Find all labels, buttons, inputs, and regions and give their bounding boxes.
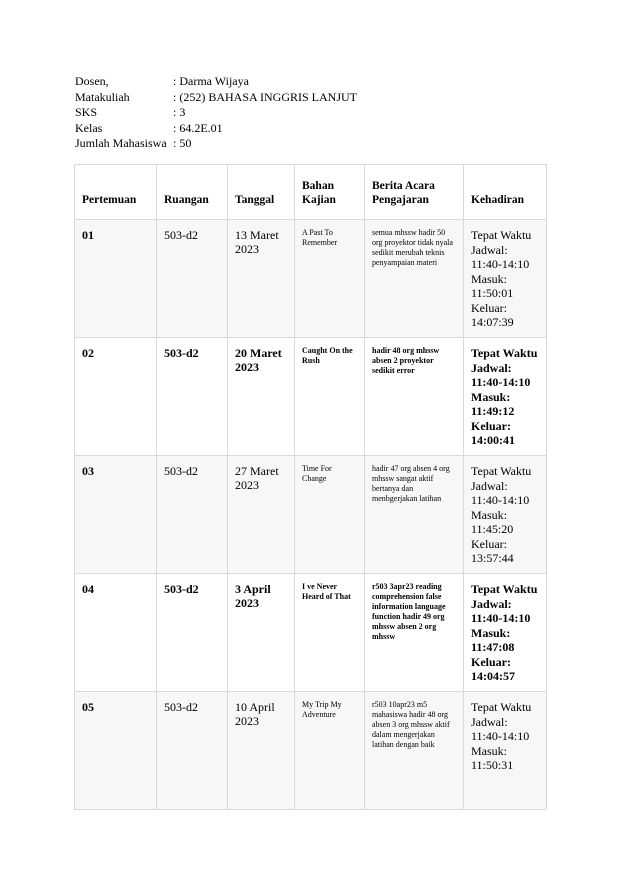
cell-kehadiran <box>464 692 547 810</box>
schedule-label: Jadwal: <box>471 596 512 611</box>
cell-bahan-kajian: Time For Change <box>295 456 365 574</box>
cell-tanggal: 10 April 2023 <box>228 692 295 810</box>
info-value: : (252) BAHASA INGGRIS LANJUT <box>173 89 358 104</box>
cell-pertemuan: 01 <box>75 220 157 338</box>
header-tanggal: Tanggal <box>228 165 295 220</box>
table-row <box>75 692 547 810</box>
checkin-label: Masuk: <box>471 507 507 522</box>
checkin-time: 11:45:20 <box>471 522 514 536</box>
checkin-time: 11:47:08 <box>471 640 515 654</box>
cell-ruangan: 503-d2 <box>157 692 228 810</box>
table-row <box>75 574 547 692</box>
info-label: Dosen, <box>75 74 109 88</box>
course-info <box>75 74 357 152</box>
header-ruangan: Ruangan <box>157 165 228 220</box>
info-label: Jumlah Mahasiswa <box>75 136 167 150</box>
attendance-status: Tepat Waktu <box>471 228 532 242</box>
cell-tanggal: 3 April 2023 <box>228 574 295 692</box>
attendance-status: Tepat Waktu <box>471 464 532 478</box>
checkin-time: 11:50:01 <box>471 286 514 300</box>
info-value: : 3 <box>173 105 186 119</box>
cell-berita-acara: hadir 48 org mhssw absen 2 proyektor sedikit error <box>365 338 464 456</box>
checkin-label: Masuk: <box>471 625 511 640</box>
header-bahan-kajian: Bahan Kajian <box>295 165 365 220</box>
info-value: : Darma Wijaya <box>173 74 249 88</box>
header-pertemuan: Pertemuan <box>75 165 157 220</box>
attendance-status: Tepat Waktu <box>471 582 538 596</box>
checkout-label: Keluar: <box>471 418 511 433</box>
schedule-time: 11:40-14:10 <box>471 729 530 743</box>
checkout-label: Keluar: <box>471 536 507 551</box>
attendance-status: Tepat Waktu <box>471 346 538 360</box>
attendance-status: Tepat Waktu <box>471 700 532 714</box>
cell-ruangan: 503-d2 <box>157 338 228 456</box>
table-row <box>75 456 547 574</box>
cell-bahan-kajian: My Trip My Adventure <box>295 692 365 810</box>
info-row-kelas <box>75 121 357 137</box>
checkout-label: Keluar: <box>471 654 511 669</box>
cell-tanggal: 20 Maret 2023 <box>228 338 295 456</box>
table-row <box>75 220 547 338</box>
cell-kehadiran <box>464 338 547 456</box>
checkout-label: Keluar: <box>471 300 507 315</box>
schedule-time: 11:40-14:10 <box>471 375 531 389</box>
checkout-time: 13:57:44 <box>471 551 514 565</box>
cell-tanggal: 27 Maret 2023 <box>228 456 295 574</box>
cell-bahan-kajian: Caught On the Rush <box>295 338 365 456</box>
checkin-time: 11:50:31 <box>471 758 514 772</box>
cell-berita-acara: semua mhssw hadir 50 org proyektor tidak nyala sedikit merubah teknis penyampaian materi <box>365 220 464 338</box>
schedule-time: 11:40-14:10 <box>471 493 530 507</box>
cell-bahan-kajian: I ve Never Heard of That <box>295 574 365 692</box>
checkin-label: Masuk: <box>471 271 507 286</box>
cell-kehadiran <box>464 574 547 692</box>
cell-bahan-kajian: A Past To Remember <box>295 220 365 338</box>
cell-pertemuan: 03 <box>75 456 157 574</box>
cell-berita-acara: hadir 47 org absen 4 org mhssw sangat aktif bertanya dan menbgerjakan latihan <box>365 456 464 574</box>
checkout-time: 14:00:41 <box>471 433 515 447</box>
cell-pertemuan: 04 <box>75 574 157 692</box>
checkin-label: Masuk: <box>471 743 507 758</box>
cell-tanggal: 13 Maret 2023 <box>228 220 295 338</box>
schedule-label: Jadwal: <box>471 242 508 257</box>
checkin-label: Masuk: <box>471 389 511 404</box>
info-label: SKS <box>75 105 98 119</box>
cell-kehadiran <box>464 456 547 574</box>
cell-pertemuan: 05 <box>75 692 157 810</box>
cell-berita-acara: r503 10apr23 m5 mahasiswa hadir 48 org absen 3 org mhssw aktif dalam mengerjakan latihan dengan baik <box>365 692 464 810</box>
table-row <box>75 338 547 456</box>
cell-pertemuan: 02 <box>75 338 157 456</box>
schedule-time: 11:40-14:10 <box>471 611 531 625</box>
schedule-label: Jadwal: <box>471 714 508 729</box>
info-row-jumlah <box>75 136 357 152</box>
checkin-time: 11:49:12 <box>471 404 515 418</box>
checkout-time: 14:04:57 <box>471 669 515 683</box>
info-row-dosen <box>75 74 357 90</box>
info-row-sks <box>75 105 357 121</box>
cell-ruangan: 503-d2 <box>157 220 228 338</box>
cell-ruangan: 503-d2 <box>157 456 228 574</box>
cell-kehadiran <box>464 220 547 338</box>
attendance-table <box>74 164 547 810</box>
schedule-label: Jadwal: <box>471 360 512 375</box>
cell-ruangan: 503-d2 <box>157 574 228 692</box>
info-value: : 50 <box>173 136 192 150</box>
schedule-time: 11:40-14:10 <box>471 257 530 271</box>
info-label: Kelas <box>75 120 103 135</box>
header-kehadiran: Kehadiran <box>464 165 547 220</box>
table-header-row <box>75 165 547 220</box>
header-berita-acara: Berita Acara Pengajaran <box>365 165 464 220</box>
checkout-time: 14:07:39 <box>471 315 514 329</box>
cell-berita-acara: r503 3apr23 reading comprehension false information language function hadir 49 org mhssw absen 2 org mhssw <box>365 574 464 692</box>
info-label: Matakuliah <box>75 89 130 104</box>
info-row-matakuliah <box>75 90 357 106</box>
info-value: : 64.2E.01 <box>173 120 223 135</box>
schedule-label: Jadwal: <box>471 478 508 493</box>
